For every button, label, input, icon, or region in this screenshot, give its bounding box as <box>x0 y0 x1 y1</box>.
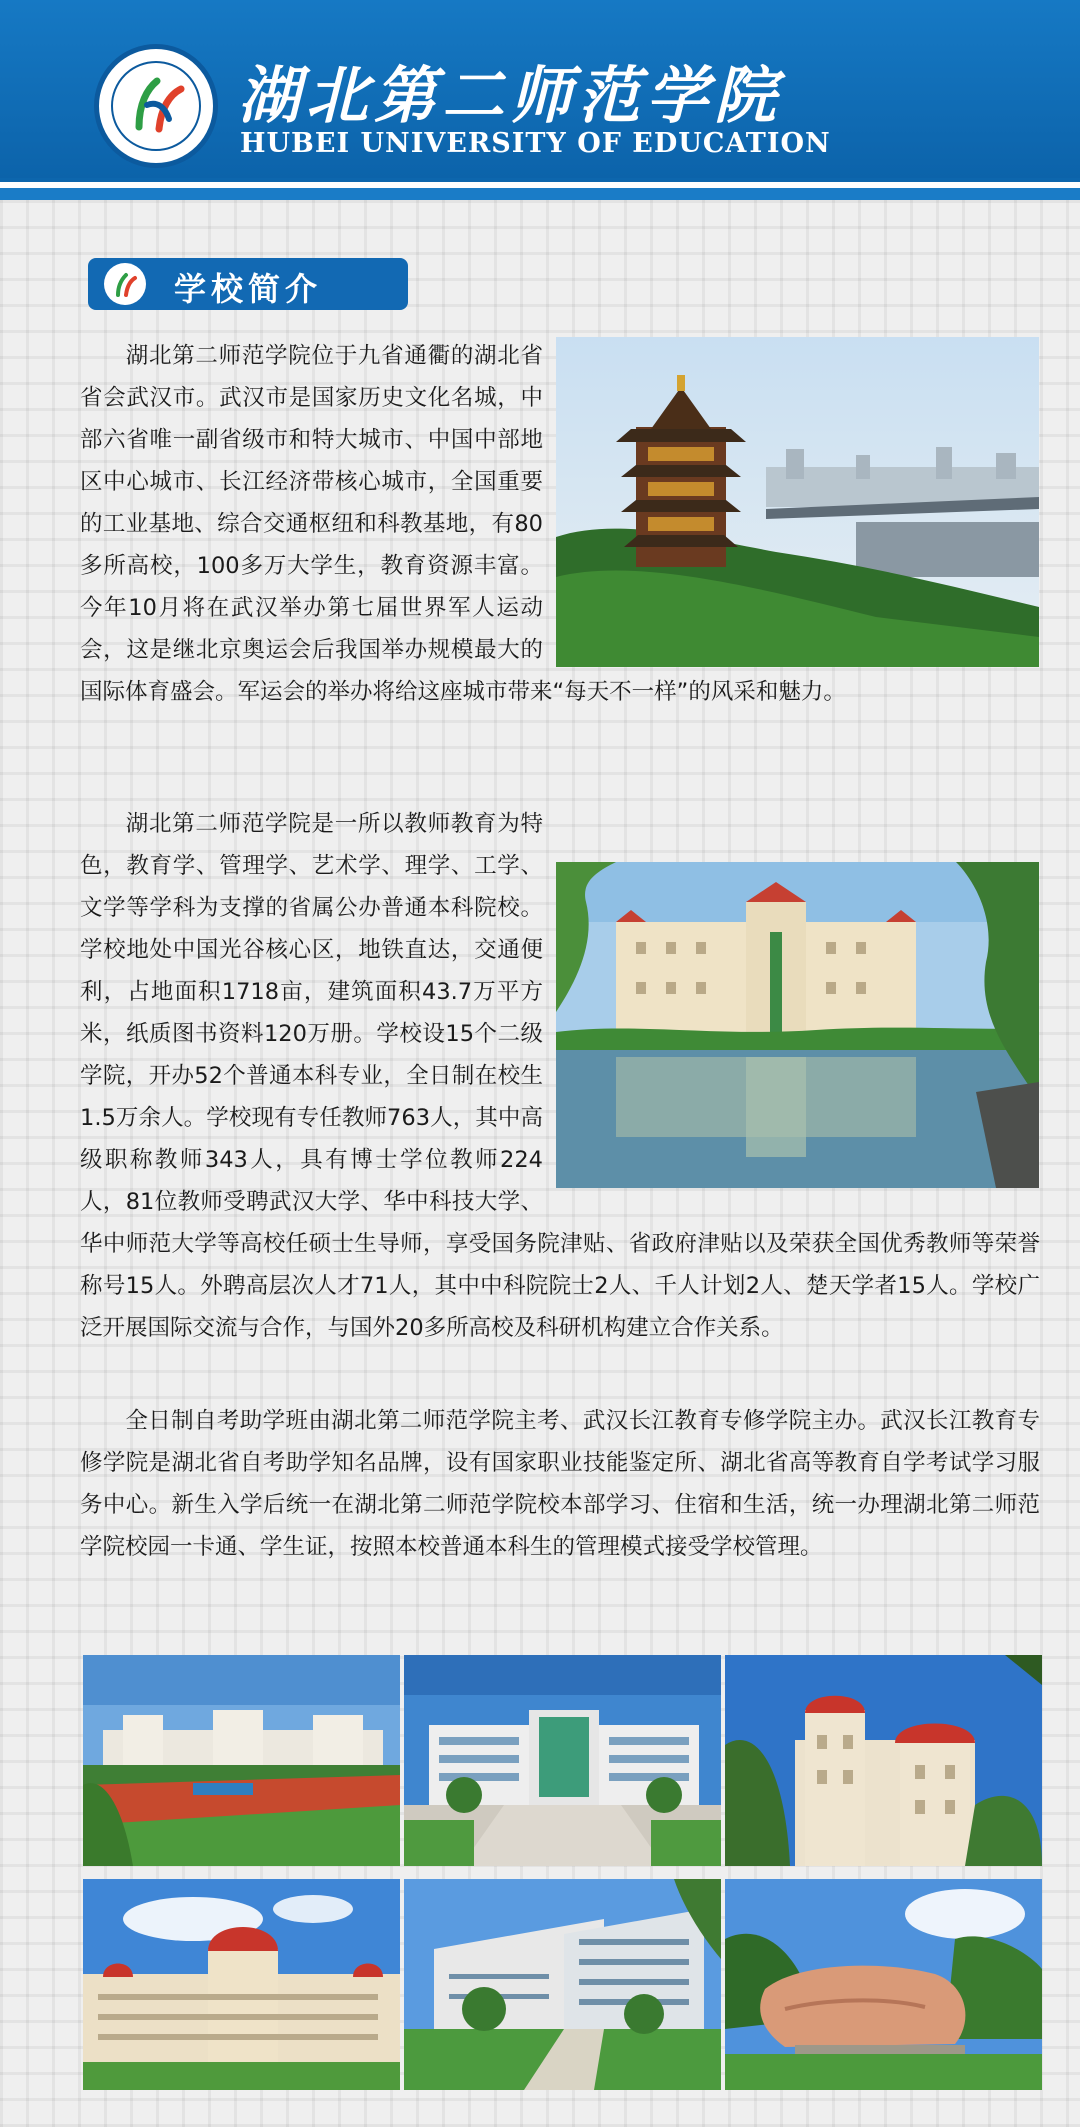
paragraph-text-3: 全日制自考助学班由湖北第二师范学院主考、武汉长江教育专修学院主办。武汉长江教育专修学院是湖北省自考助学知名品牌，设有国家职业技能鉴定所、湖北省高等教育自学考试学习服务中心。新生入学后统一在湖北第二师范学院校本部学习、住宿和生活，统一办理湖北第二师范学院校园一卡通、学生证，按照本校普通本科生的管理模式接受学校管理。 <box>80 1408 1040 1560</box>
modern-building-photo <box>404 1879 721 2090</box>
yellow-crane-tower-photo <box>556 337 1039 667</box>
school-name-chinese: 湖北第二师范学院 <box>238 59 783 132</box>
main-building-photo <box>404 1655 721 1866</box>
campus-lake-photo <box>556 862 1039 1188</box>
school-name-english: HUBEI UNIVERSITY OF EDUCATION <box>240 128 831 159</box>
section-title: 学校简介 <box>174 270 323 308</box>
seal-emblem-icon <box>99 49 213 163</box>
header-banner <box>0 0 1080 178</box>
section-title-badge <box>88 258 408 310</box>
intro-paragraph-3 <box>80 1400 1040 1568</box>
header-divider-stripe <box>0 178 1080 200</box>
red-dome-building-photo <box>725 1655 1042 1866</box>
sports-field-photo <box>83 1655 400 1866</box>
dome-building-photo <box>83 1879 400 2090</box>
mini-school-logo-icon <box>104 263 146 305</box>
campus-rock-photo <box>725 1879 1042 2090</box>
university-seal-logo <box>94 44 218 168</box>
paragraph-text-1: 湖北第二师范学院位于九省通衢的湖北省省会武汉市。武汉市是国家历史文化名城，中部六省唯一副省级市和特大城市、中国中部地区中心城市、长江经济带核心城市，全国重要的工业基地、综合交通枢纽和科教基地，有80多所高校，100多万大学生，教育资源丰富。今年10月将在武汉举办第七届世界军人运动会，这是继北京奥运会后我国举办规模最大的国际体育盛会。军运会的举办将给这座城市带来“每天不一样”的风采和魅力。 <box>80 343 846 705</box>
paragraph-text-2: 湖北第二师范学院是一所以教师教育为特色，教育学、管理学、艺术学、理学、工学、文学等学科为支撑的省属公办普通本科院校。学校地处中国光谷核心区，地铁直达，交通便利，占地面积1718亩，建筑面积43.7万平方米，纸质图书资料120万册。学校设15个二级学院，开办52个普通本科专业，全日制在校生1.5万余人。学校现有专任教师763人，其中高级职称教师343人，具有博士学位教师224人，81位教师受聘武汉大学、华中科技大学、华中师范大学等高校任硕士生导师，享受国务院津贴、省政府津贴以及荣获全国优秀教师等荣誉称号15人。外聘高层次人才71人，其中中科院院士2人、千人计划2人、楚天学者15人。学校广泛开展国际交流与合作，与国外20多所高校及科研机构建立合作关系。 <box>80 811 1040 1341</box>
